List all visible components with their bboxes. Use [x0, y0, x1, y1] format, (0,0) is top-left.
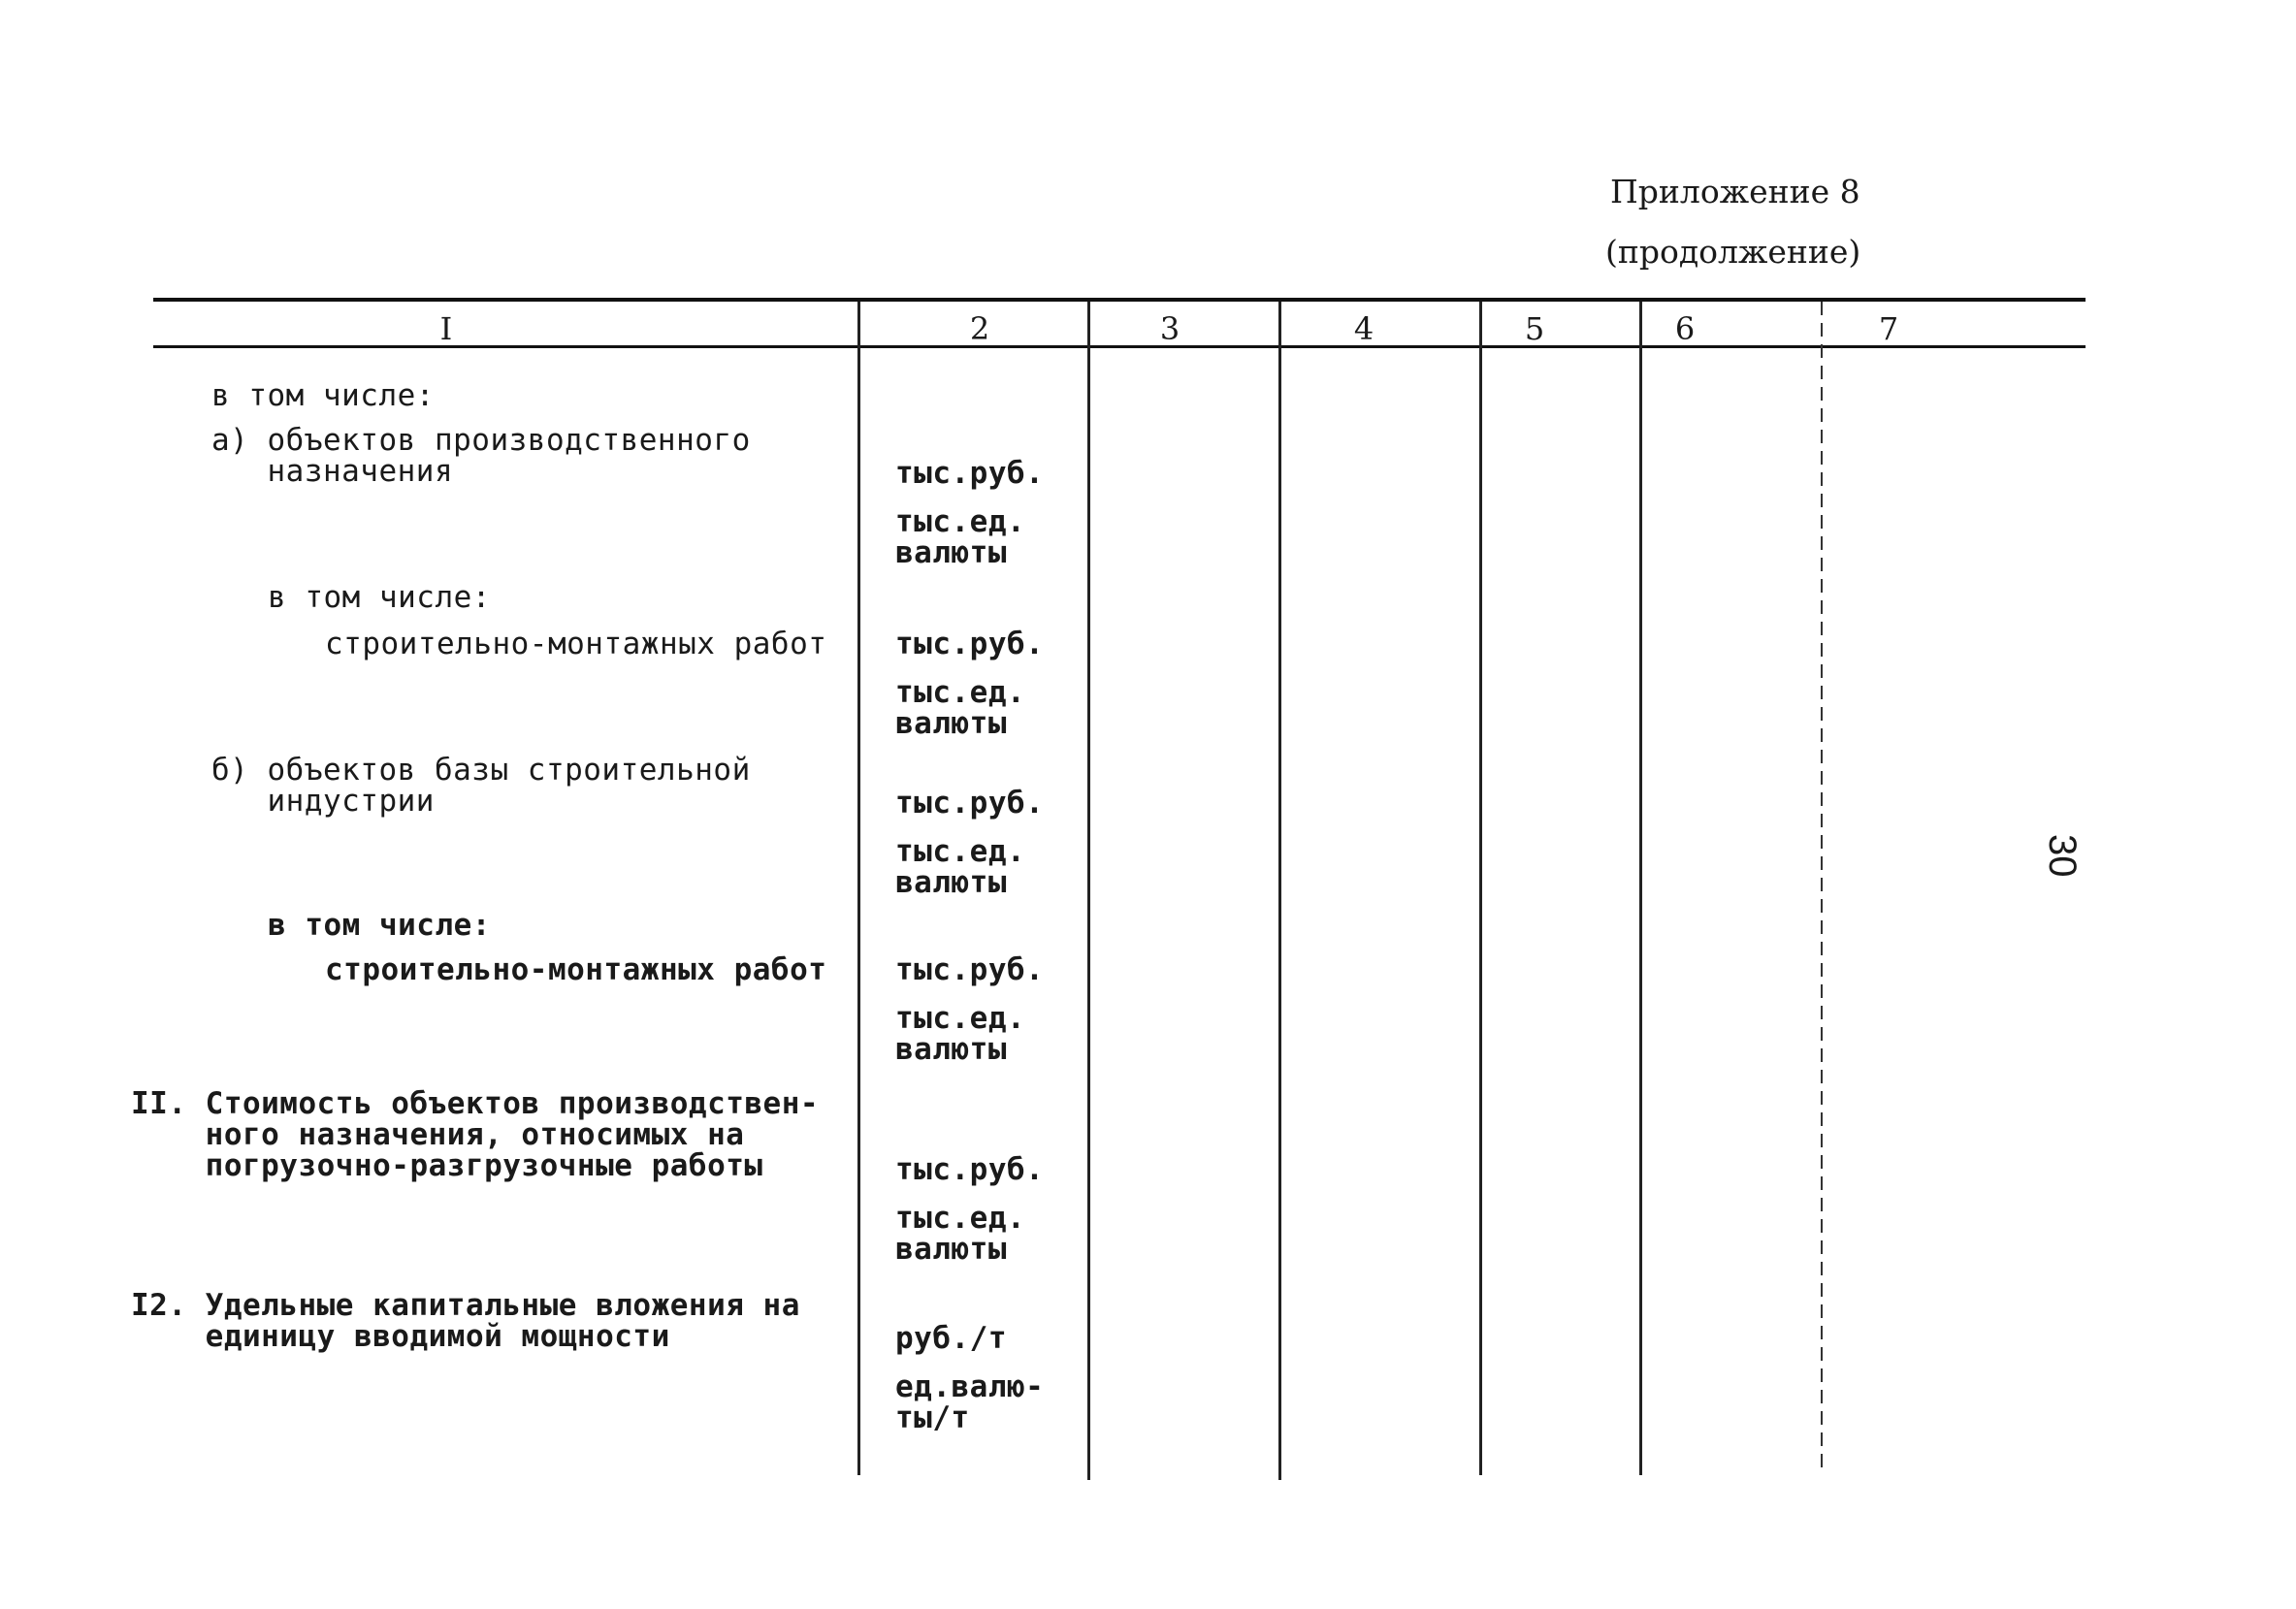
row-unit: тыс.ед. валюты: [895, 1201, 1026, 1267]
column-header-3: 3: [1159, 310, 1180, 347]
row-label: II. Стоимость объектов производствен- ного назначения, относимых на погрузочно-разгрузочные работы: [131, 1086, 820, 1183]
column-divider: [1639, 302, 1642, 1475]
row-label: строительно-монтажных работ: [325, 952, 827, 987]
row-label: I2. Удельные капитальные вложения на единицу вводимой мощности: [131, 1288, 800, 1354]
row-label: строительно-монтажных работ: [325, 627, 827, 661]
column-header-4: 4: [1353, 310, 1374, 347]
row-label: в том числе:: [268, 908, 491, 943]
column-header-6: 6: [1674, 310, 1696, 347]
appendix-title: Приложение 8: [1610, 173, 1860, 210]
row-unit: руб./т: [895, 1321, 1007, 1356]
column-divider: [1479, 302, 1482, 1475]
row-unit: тыс.руб.: [895, 627, 1045, 661]
column-divider: [1278, 302, 1281, 1480]
row-label: в том числе:: [268, 580, 491, 615]
row-unit: тыс.ед. валюты: [895, 834, 1026, 900]
row-label: в том числе:: [211, 378, 435, 413]
row-unit: ед.валю- ты/т: [895, 1369, 1045, 1435]
column-divider: [857, 302, 860, 1475]
row-unit: тыс.руб.: [895, 456, 1045, 491]
row-unit: тыс.ед. валюты: [895, 675, 1026, 741]
column-header-2: 2: [969, 310, 990, 347]
row-label: а) объектов производственного назначения: [211, 423, 751, 489]
column-divider: [1087, 302, 1090, 1480]
table-top-rule: [153, 298, 2086, 302]
row-label: б) объектов базы строительной индустрии: [211, 753, 751, 819]
row-unit: тыс.руб.: [895, 952, 1045, 987]
column-header-5: 5: [1524, 310, 1545, 347]
row-unit: тыс.ед. валюты: [895, 504, 1026, 570]
row-unit: тыс.руб.: [895, 786, 1045, 821]
row-unit: тыс.ед. валюты: [895, 1001, 1026, 1067]
appendix-continuation: (продолжение): [1605, 233, 1861, 271]
page-number: 30: [2041, 834, 2084, 878]
column-header-1: I: [439, 310, 453, 347]
column-header-7: 7: [1878, 310, 1899, 347]
row-unit: тыс.руб.: [895, 1152, 1045, 1187]
column-divider: [1821, 302, 1823, 1475]
